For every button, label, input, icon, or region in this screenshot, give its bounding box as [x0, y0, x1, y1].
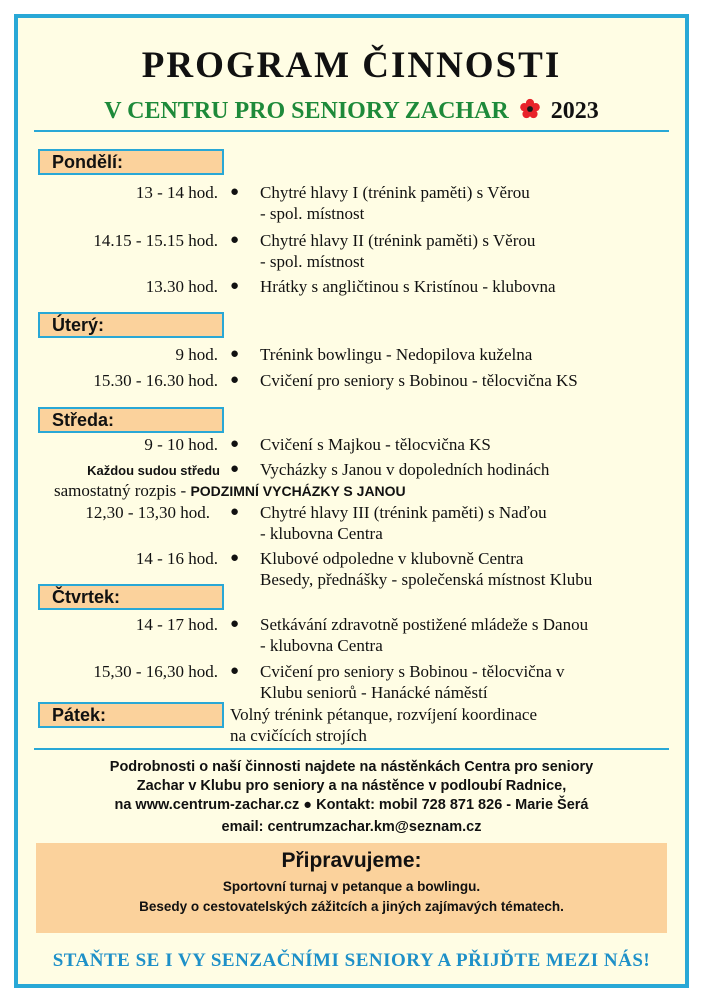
activity — [260, 230, 680, 272]
bullet-icon: ● — [230, 232, 240, 248]
activity-line: Trénink bowlingu - Nedopilova kuželna — [260, 345, 533, 364]
activity-line: Cvičení s Majkou - tělocvična KS — [260, 435, 491, 454]
bullet-icon: ● — [230, 504, 240, 520]
day-friday: Pátek: — [38, 702, 224, 728]
day-monday: Pondělí: — [38, 149, 224, 175]
activity-line: Klubové odpoledne v klubovně Centra — [260, 549, 524, 568]
activity-line: - spol. místnost — [260, 252, 365, 271]
activity — [260, 370, 680, 391]
activity-line: Volný trénink pétanque, rozvíjení koordinace — [230, 705, 538, 724]
time: 14 - 17 hod. — [135, 615, 218, 634]
bullet-icon: ● — [230, 663, 240, 679]
time: 9 - 10 hod. — [144, 435, 218, 454]
flower-icon — [519, 98, 541, 120]
time: 14.15 - 15.15 hod. — [93, 231, 218, 250]
activity — [260, 502, 680, 544]
preparing-line: Sportovní turnaj v petanque a bowlingu. — [222, 879, 481, 894]
bullet-icon: ● — [230, 550, 240, 566]
activity-line: - klubovna Centra — [260, 524, 383, 543]
info-line: Zachar v Klubu pro seniory a na nástěnce v podloubí Radnice, — [136, 778, 567, 794]
time: 12,30 - 13,30 hod. — [85, 503, 210, 522]
page-title: PROGRAM ČINNOSTI — [141, 45, 562, 86]
activity-line: Cvičení pro seniory s Bobinou - tělocvična v — [260, 662, 565, 681]
footer-slogan: STAŇTE SE I VY SENZAČNÍMI SENIORY A PŘIJĎTE MEZI NÁS! — [52, 950, 651, 971]
bullet-icon: ● — [230, 372, 240, 388]
activity-line: Hrátky s angličtinou s Kristínou - klubovna — [260, 277, 556, 296]
activity-line: - spol. místnost — [260, 204, 365, 223]
activity-line: Besedy, přednášky - společenská místnost Klubu — [260, 570, 593, 589]
activity — [260, 344, 680, 365]
activity-line: Chytré hlavy I (trénink paměti) s Věrou — [260, 183, 530, 202]
bullet-icon: ● — [230, 346, 240, 362]
activity-line: Chytré hlavy III (trénink paměti) s Naďou — [260, 503, 547, 522]
walks-schedule-link: PODZIMNÍ VYCHÁZKY S JANOU — [190, 483, 406, 499]
time: 14 - 16 hod. — [135, 549, 218, 568]
activity-line: - klubovna Centra — [260, 636, 383, 655]
subtitle-year: 2023 — [550, 98, 599, 124]
activity-line: Vycházky s Janou v dopoledních hodinách — [260, 460, 550, 479]
time: 15,30 - 16,30 hod. — [93, 662, 218, 681]
info-block — [18, 758, 685, 837]
activity — [260, 276, 680, 297]
info-line: Podrobnosti o naší činnosti najdete na nástěnkách Centra pro seniory — [109, 759, 594, 775]
page-subtitle — [18, 98, 685, 125]
day-thursday: Čtvrtek: — [38, 584, 224, 610]
email-line: email: centrumzachar.km@seznam.cz — [221, 819, 482, 835]
activity-line: na cvičících strojích — [230, 726, 367, 745]
activity-line: Klubu seniorů - Hanácké náměstí — [260, 683, 488, 702]
divider — [34, 748, 669, 750]
bullet-icon: ● — [230, 616, 240, 632]
contact-line: na www.centrum-zachar.cz ● Kontakt: mobil 728 871 826 - Marie Šerá — [114, 797, 589, 813]
divider — [34, 130, 669, 132]
preparing-line: Besedy o cestovatelských zážitcích a jiných zajímavých tématech. — [139, 899, 564, 914]
activity — [230, 704, 537, 746]
time: 9 hod. — [175, 345, 218, 364]
bullet-icon: ● — [230, 278, 240, 294]
preparing-heading: Připravujeme: — [281, 849, 422, 872]
activity — [260, 614, 680, 656]
activity — [260, 434, 680, 455]
bullet-icon: ● — [230, 436, 240, 452]
bullet-icon: ● — [230, 461, 240, 477]
activity-text: samostatný rozpis - — [54, 481, 191, 500]
activity — [260, 459, 680, 480]
subtitle-text: V CENTRU PRO SENIORY ZACHAR — [104, 98, 509, 124]
time: 15.30 - 16.30 hod. — [93, 371, 218, 390]
activity-line: Chytré hlavy II (trénink paměti) s Věrou — [260, 231, 536, 250]
bullet-icon: ● — [230, 184, 240, 200]
activity-line — [54, 480, 406, 502]
activity — [260, 548, 680, 590]
time: 13.30 hod. — [145, 277, 218, 296]
time: 13 - 14 hod. — [135, 183, 218, 202]
preparing-box — [36, 843, 667, 933]
day-wednesday: Středa: — [38, 407, 224, 433]
poster-frame — [14, 14, 689, 988]
activity-line: Setkávání zdravotně postižené mládeže s Danou — [260, 615, 589, 634]
day-tuesday: Úterý: — [38, 312, 224, 338]
activity-line: Cvičení pro seniory s Bobinou - tělocvična KS — [260, 371, 578, 390]
activity — [260, 661, 680, 703]
time: Každou sudou středu — [87, 463, 220, 478]
activity — [260, 182, 680, 224]
